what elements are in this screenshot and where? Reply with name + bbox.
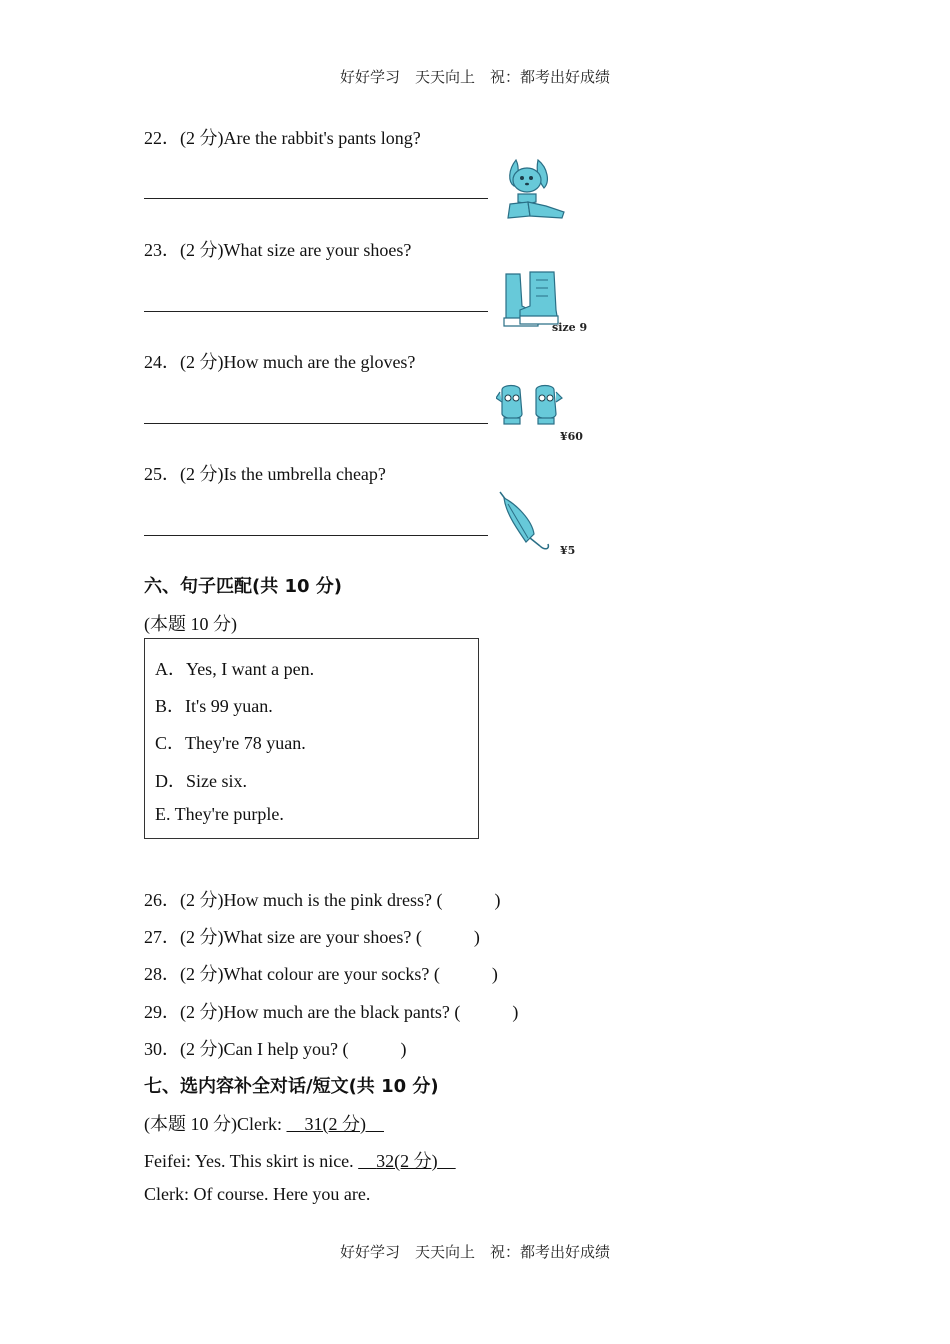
- option-e: E. They're purple.: [155, 804, 284, 824]
- question-26: [144, 886, 500, 912]
- answer-line-23[interactable]: [144, 311, 488, 312]
- question-28-text: 28．(2 分)What colour are your socks? (: [144, 964, 440, 984]
- dialog-line-3: Clerk: Of course. Here you are.: [144, 1184, 371, 1204]
- blank-32-label: 32(2 分): [376, 1151, 438, 1171]
- dialog-line-1-text: (本题 10 分)Clerk:: [144, 1114, 287, 1134]
- question-24: 24．(2 分)How much are the gloves?: [144, 352, 416, 372]
- question-29-close: ): [512, 1002, 519, 1022]
- question-27-text: 27．(2 分)What size are your shoes? (: [144, 927, 422, 947]
- dialog-line-1: [144, 1110, 384, 1136]
- umbrella-icon: [496, 490, 582, 560]
- section-7-title: 七、选内容补全对话/短文(共 10 分): [144, 1076, 439, 1097]
- question-30-text: 30．(2 分)Can I help you? (: [144, 1039, 349, 1059]
- question-29-text: 29．(2 分)How much are the black pants? (: [144, 1002, 461, 1022]
- options-box: [144, 638, 479, 839]
- umbrella-price-label: ¥5: [560, 544, 576, 557]
- page-header: 好好学习 天天向上 祝：都考出好成绩: [339, 68, 610, 86]
- page-footer: 好好学习 天天向上 祝：都考出好成绩: [339, 1243, 610, 1261]
- dialog-line-2: [144, 1147, 456, 1173]
- question-23: 23．(2 分)What size are your shoes?: [144, 240, 412, 260]
- boots-icon: [498, 270, 590, 336]
- answer-line-22[interactable]: [144, 198, 488, 199]
- option-a: A．Yes, I want a pen.: [155, 659, 315, 679]
- answer-line-24[interactable]: [144, 423, 488, 424]
- gloves-price-label: ¥60: [560, 430, 583, 443]
- option-c: C．They're 78 yuan.: [155, 733, 306, 753]
- blank-31[interactable]: [286, 1114, 384, 1134]
- dialog-line-2-text: Feifei: Yes. This skirt is nice.: [144, 1151, 359, 1171]
- question-26-close: ): [494, 890, 501, 910]
- answer-line-25[interactable]: [144, 535, 488, 536]
- question-29: [144, 998, 518, 1024]
- blank-32[interactable]: [358, 1151, 456, 1171]
- question-27: [144, 923, 480, 949]
- option-d: D．Size six.: [155, 771, 247, 791]
- question-25: 25．(2 分)Is the umbrella cheap?: [144, 464, 386, 484]
- boots-size-label: size 9: [552, 321, 588, 334]
- question-22: 22．(2 分)Are the rabbit's pants long?: [144, 128, 421, 148]
- question-30: [144, 1035, 406, 1061]
- question-30-close: ): [400, 1039, 407, 1059]
- rabbit-pants-icon: [498, 152, 570, 224]
- question-27-close: ): [473, 927, 480, 947]
- gloves-icon: [496, 380, 588, 446]
- question-26-text: 26．(2 分)How much is the pink dress? (: [144, 890, 443, 910]
- question-28: [144, 960, 498, 986]
- section-6-title: 六、句子匹配(共 10 分): [144, 576, 343, 597]
- blank-31-label: 31(2 分): [304, 1114, 366, 1134]
- section-6-note: (本题 10 分): [144, 614, 237, 634]
- question-28-close: ): [491, 964, 498, 984]
- option-b: B．It's 99 yuan.: [155, 696, 273, 716]
